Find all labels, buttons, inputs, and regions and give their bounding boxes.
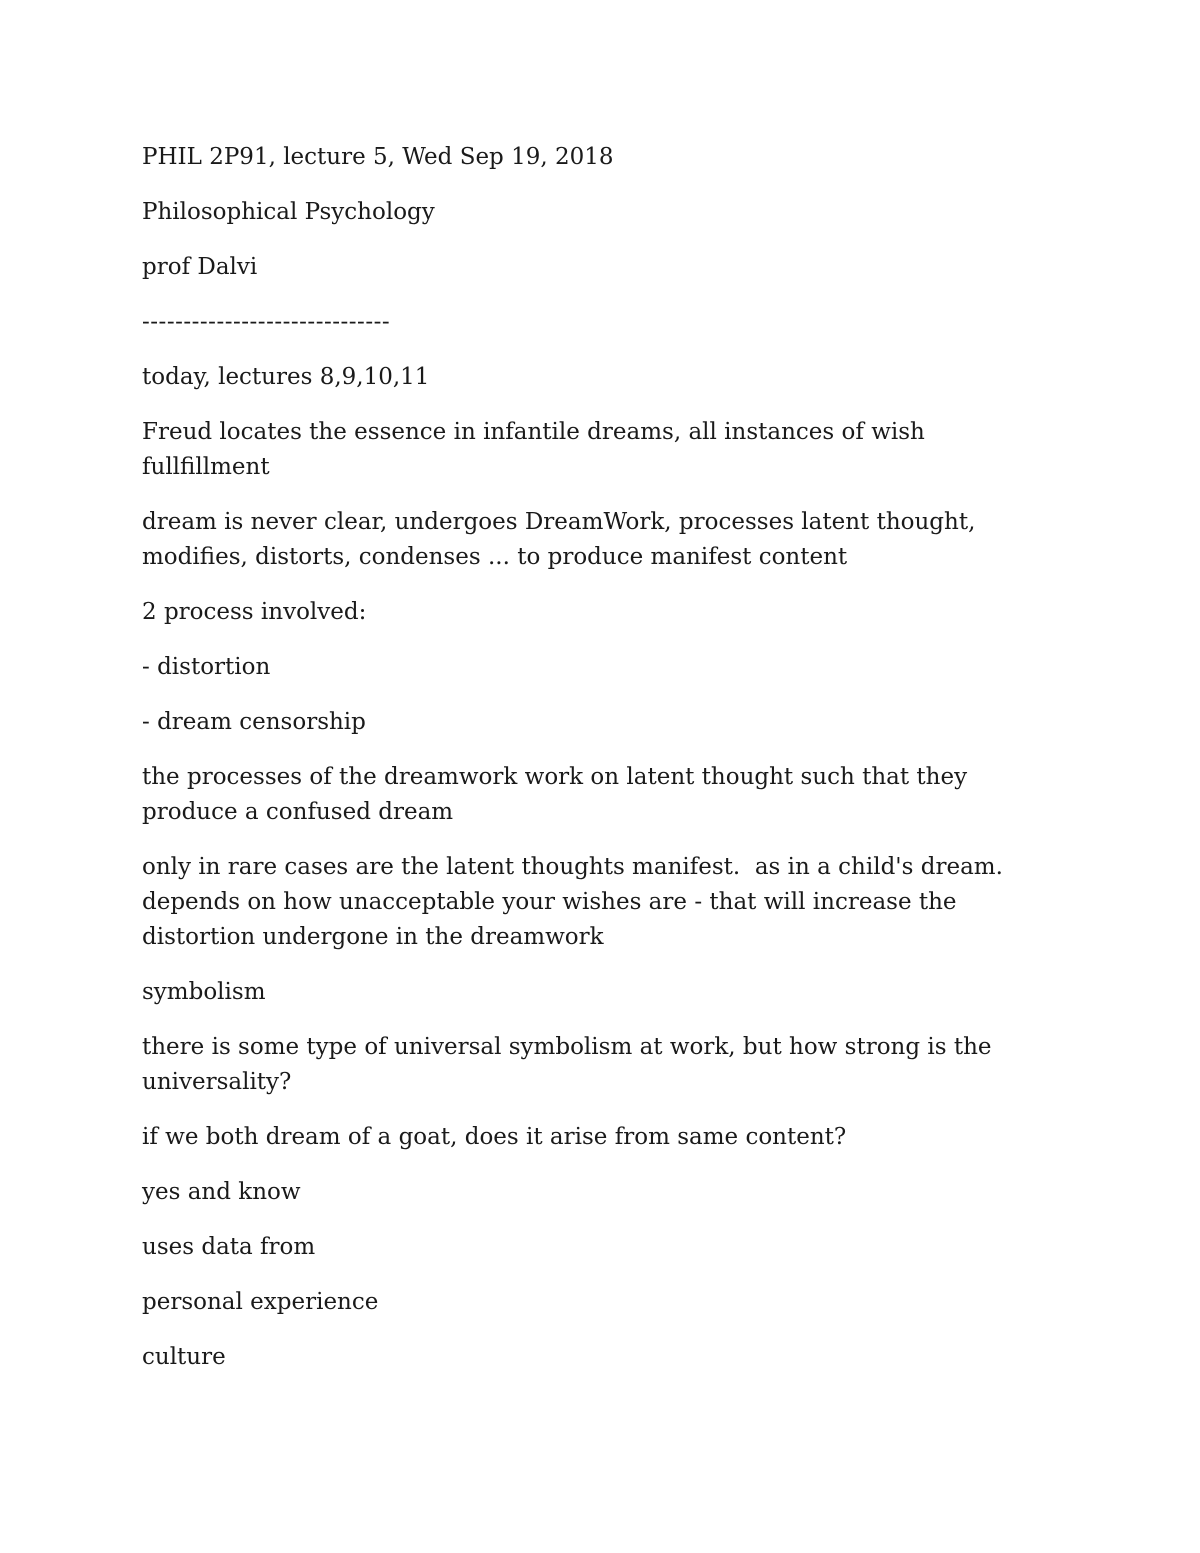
paragraph: culture	[142, 1344, 226, 1370]
paragraph: 2 process involved:	[142, 599, 367, 625]
section-heading: symbolism	[142, 979, 266, 1005]
course-line: PHIL 2P91, lecture 5, Wed Sep 19, 2018	[142, 144, 614, 170]
paragraph: uses data from	[142, 1234, 316, 1260]
document-body	[142, 140, 1042, 1395]
paragraph: the processes of the dreamwork work on latent thought such that they produce a confused dream	[142, 764, 975, 825]
paragraph: personal experience	[142, 1289, 379, 1315]
paragraph: Freud locates the essence in infantile dreams, all instances of wish fullfillment	[142, 419, 933, 480]
paragraph: only in rare cases are the latent thoughts manifest. as in a child's dream. depends on how unacceptable your wishes are - that will increase the distortion undergone in the dreamwork	[142, 854, 1018, 950]
paragraph: there is some type of universal symbolism at work, but how strong is the universality?	[142, 1034, 999, 1095]
paragraph: dream is never clear, undergoes DreamWork, processes latent thought, modifies, distorts, condenses ... to produce manifest content	[142, 509, 983, 570]
paragraph: if we both dream of a goat, does it arise from same content?	[142, 1124, 847, 1150]
list-item: - distortion	[142, 654, 271, 680]
paragraph: yes and know	[142, 1179, 301, 1205]
course-name: Philosophical Psychology	[142, 199, 435, 225]
separator-line: ------------------------------	[142, 309, 391, 335]
professor-name: prof Dalvi	[142, 254, 258, 280]
paragraph: today, lectures 8,9,10,11	[142, 364, 430, 390]
list-item: - dream censorship	[142, 709, 366, 735]
